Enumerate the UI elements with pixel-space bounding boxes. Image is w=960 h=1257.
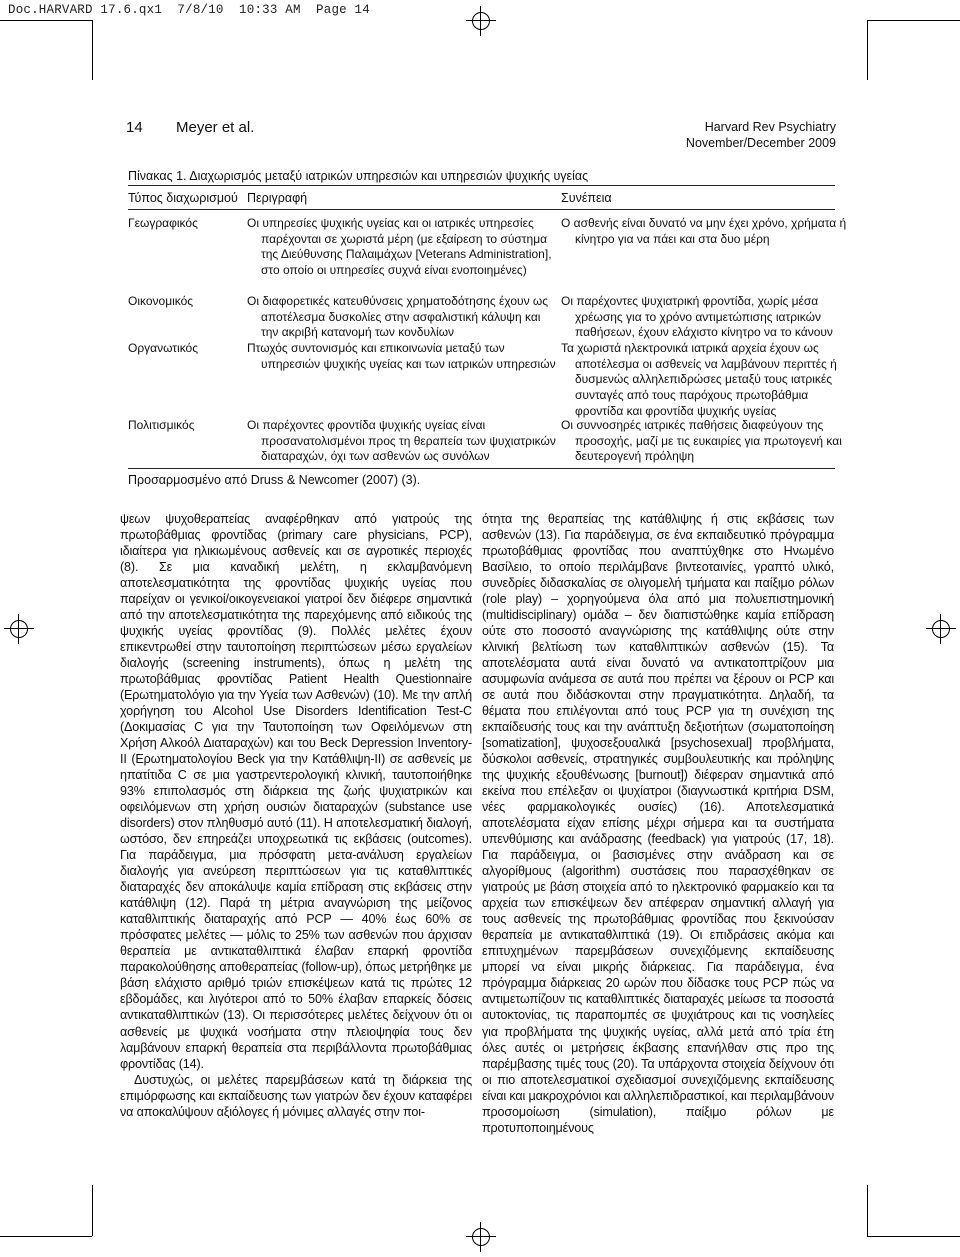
table-rule-bottom [128,468,835,469]
paragraph: Δυστυχώς, οι μελέτες παρεμβάσεων κατά τη διάρκεια της επιμόρφωσης και εκπαίδευσης των γιατρών δεν έχουν καταφέρει να αποκαλύψουν αξιόλογες ή μόνιμες αλλαγές στην ποι- [120,1072,472,1119]
table-cell-description: Πτωχός συντονισμός και επικοινωνία μεταξύ των υπηρεσιών ψυχικής υγείας και των ιατρικών υπηρεσιών [247,341,556,371]
paragraph: ότητα της θεραπείας της κατάθλιψης ή στις εκβάσεις των ασθενών (13). Για παράδειγμα, σε ένα εκπαιδευτικό πρόγραμμα πρωτοβάθμιας φροντίδας που αναπτύχθηκε στο Ηνωμένο Βασίλειο, το οποίο περιλάμβανε βιντεοταινίες, γραπτό υλικό, συνεδρίες διδασκαλίας σε ολιγομελή τμήματα και παίξιμο ρόλων (role play) – χορηγούμενα όλα από μια πολυεπιστημονική (multidisciplinary) ομάδα – δεν διαπιστώθηκε καμία επίδραση ούτε στο ποσοστό αναγνώρισης της κατάθλιψης ούτε στην κλινική βελτίωση των καταθλιπτικών ασθενών (15). Τα αποτελέσματα αυτά είναι δυνατό να αντικατοπτρίζουν μια ασυμφωνία ανάμεσα σε αυτά που πρέπει να ξέρουν οι PCP και σε αυτά που διδάσκονται στην πραγματικότητα. Δηλαδή, τα θέματα που επιλέγονται από τους PCP για τη συνέχιση της εκπαίδευσής τους και την ανάπτυξη δεξιοτήτων (σωματοποίηση [somatization], ψυχοσεξουαλικά [psychosexual] προβλήματα, δύσκολοι ασθενείς, στρατηγικές συμβουλευτικής και πρόληψης της ψυχικής εξουθένωσης [burnout]) διέφεραν σημαντικά από εκείνα που επέλεξαν οι ψυχίατροι (διαγνωστικά κριτήρια DSM, νέες φαρμακολογικές ουσίες) (16). Αποτελεσματικά αποτελέσματα είχαν επίσης μέχρι σήμερα και τα συστήματα υπενθύμισης και ανάδρασης (feedback) για γιατρούς (17, 18). Για παράδειγμα, οι βασισμένες στην ανάδραση και σε αλγορίθμους (algorithm) συστάσεις που παρασχέθηκαν σε γιατρούς με βάση στοιχεία από το ηλεκτρονικό φαρμακείο και τα αρχεία των επισκέψεων δεν απέφεραν σημαντική αλλαγή για τους ασθενείς της πρωτοβάθμιας φροντίδας που ξεκινούσαν θεραπεία με αντικαταθλιπτικά (19). Οι επιδράσεις ακόμα και επιτυχημένων παρεμβάσεων συνεχιζόμενης εκπαίδευσης μπορεί να είναι μικρής διάρκειας. Για παράδειγμα, ένα πρόγραμμα διάρκειας 20 ωρών που δίδασκε τους PCP πώς να αντιμετωπίζουν τις καταθλιπτικές διαταραχές μείωσε τα ποσοστά αυτοκτονίας, τις παραπομπές σε ψυχιάτρους και τις νοσηλείες για προβλήματα της ψυχικής υγείας, αλλά μετά από τρία έτη όλες αυτές οι μετρήσεις έκβασης επανήλθαν στις προ της παρέμβασης τιμές τους (20). Τα υπάρχοντα στοιχεία δείχνουν ότι οι πιο αποτελεσματικοί σχεδιασμοί συνεχιζόμενης εκπαίδευσης είναι και μακροχρόνιοι και αλληλεπιδραστικοί, και περιλαμβάνουν προσομοίωση (simulation), παίξιμο ρόλων με προτυποποιημένους [482,512,834,1135]
running-head-journal [686,120,836,151]
table-cell-consequence: Οι παρέχοντες ψυχιατρική φροντίδα, χωρίς μέσα χρέωσης για το χρόνο αντιμετώπισης ιατρικών παθήσεων, έχουν ελάχιστο κίνητρο να το κάνουν [561,294,833,340]
table-cell-description: Οι παρέχοντες φροντίδα ψυχικής υγείας είναι προσανατολισμένοι προς τη θεραπεία των ψυχιατρικών διαταραχών, όχι των ασθενών ως συνόλων [247,418,556,464]
crop-mark-top-left-v [92,20,93,80]
crop-mark-top-right [867,20,960,21]
table-source-note: Προσαρμοσμένο από Druss & Newcomer (2007) (3). [128,473,421,487]
table-header-type: Τύπος διαχωρισμού [128,191,238,205]
journal-issue: November/December 2009 [685,135,836,150]
table-cell-type: Γεωγραφικός [128,216,198,230]
crop-mark-bottom-left-v [92,1185,93,1236]
table-cell-description: Οι διαφορετικές κατευθύνσεις χρηματοδότησης έχουν ως αποτέλεσμα δυσκολίες στην ασφαλιστική κάλυψη και την ακριβή κατανομή των κονδυλίων [247,294,549,340]
table-title: Πίνακας 1. Διαχωρισμός μεταξύ ιατρικών υπηρεσιών και υπηρεσιών ψυχικής υγείας [128,169,589,183]
journal-name: Harvard Rev Psychiatry [704,120,836,134]
crop-mark-top-left [0,20,92,21]
table-cell-consequence: Οι συννοσηρές ιατρικές παθήσεις διαφεύγουν της προσοχής, μαζί με τις ευκαιρίες για πρωτογενή και δευτερογενή πρόληψη [561,418,842,464]
crop-mark-bottom-right-v [867,1185,868,1236]
body-column-left [120,511,472,1120]
crop-mark-top-right-v [867,20,868,80]
running-head-author: Meyer et al. [176,119,255,136]
registration-mark-bottom [466,1222,496,1252]
table-cell-type: Οικονομικός [128,294,194,308]
page-number: 14 [126,119,143,136]
print-slug: Doc.HARVARD 17.6.qx1 7/8/10 10:33 AM Page 14 [8,3,370,17]
table-cell-consequence: Τα χωριστά ηλεκτρονικά ιατρικά αρχεία έχουν ως αποτέλεσμα οι ασθενείς να λαμβάνουν περιττές ή δυσμενώς αλληλεπιδρώσες μεταξύ τους ιατρικές συνταγές από τους παρόχους πρωτοβάθμια φροντίδα και φροντίδα ψυχικής υγείας [561,341,837,418]
table-cell-consequence: Ο ασθενής είναι δυνατό να μην έχει χρόνο, χρήματα ή κίνητρο για να πάει και στα δυο μέρη [561,216,847,246]
body-column-right [482,511,834,1136]
table-header-description: Περιγραφή [247,191,308,205]
registration-mark-right [926,614,956,644]
table-rule-top [128,185,835,186]
table-header-consequence: Συνέπεια [561,191,612,205]
registration-mark-top [466,6,496,36]
paragraph: ψεων ψυχοθεραπείας αναφέρθηκαν από γιατρούς της πρωτοβάθμιας φροντίδας (primary care physicians, PCP), ιδιαίτερα για ηλικιωμένους ασθενείς και σε αγροτικές περιοχές (8). Σε μια καναδική μελέτη, η εκλαμβανόμενη αποτελεσματικότητα της φροντίδας ψυχικής υγείας που παρείχαν οι γενικοί/οικογενειακοί γιατροί δεν διέφερε σημαντικά από την αποτελεσματικότητα της παρεχόμενης από ειδικούς της ψυχικής υγείας φροντίδας (9). Πολλές μελέτες έχουν επικεντρωθεί στην ταυτοποίηση περιπτώσεων μέσω εργαλείων διαλογής (screening instruments), όπως η μελέτη της πρωτοβάθμιας φροντίδας Patient Health Questionnaire (Ερωτηματολόγιο για την Υγεία των Ασθενών) (10). Με την απλή χορήγηση του Alcohol Use Disorders Identification Test-C (Δοκιμασίας C για την Ταυτοποίηση των Οφειλόμενων στη Χρήση Αλκοόλ Διαταραχών) και του Beck Depression Inventory-II (Ερωτηματολογίου Beck για την Κατάθλιψη-ΙΙ) σε ασθενείς με ηπατίτιδα C σε μια γαστρεντερολογική κλινική, ταυτοποιήθηκε 93% επιπολασμός στη διάρκεια της ζωής ψυχιατρικών και οφειλόμενων στη χρήση ουσιών διαταραχών (substance use disorders) στον πληθυσμό αυτό (11). Η αποτελεσματική διαλογή, ωστόσο, δεν επηρεάζει υποχρεωτικά τις εκβάσεις (outcomes). Για παράδειγμα, μια πρόσφατη μετα-ανάλυση εργαλείων διαλογής για ανεύρεση περιπτώσεων για τις καταθλιπτικές διαταραχές δεν αποκάλυψε καμία επίδραση στις εκβάσεις στην κατάθλιψη (12). Παρά τη μέτρια αναγνώριση της μείζονος καταθλιπτικής διαταραχής από PCP — 40% έως 60% σε πρόσφατες μελέτες — μόλις το 25% των ασθενών που άρχισαν θεραπεία με αντικαταθλιπτικά έλαβαν επαρκή φροντίδα παρακολούθησης αποθεραπείας (follow-up), όπως μετρήθηκε με βάση ελάχιστο αριθμό τριών επισκέψεων κατά τις πρώτες 12 εβδομάδες, και λιγότεροι από το 50% έλαβαν επαρκείς δόσεις αντικαταθλιπτικών (13). Οι περισσότερες μελέτες δείχνουν ότι οι ασθενείς με ψυχικά νοσήματα στην πλειοψηφία τους δεν λαμβάνουν επαρκή θεραπεία στα περιβάλλοντα πρωτοβάθμιας φροντίδας (14). [120,512,472,1071]
table-cell-description: Οι υπηρεσίες ψυχικής υγείας και οι ιατρικές υπηρεσίες παρέχονται σε χωριστά μέρη (με εξαίρεση το σύστημα της Διεύθυνσης Παλαιμάχων [Veterans Administration], στο οποίο οι υπηρεσίες συχνά είναι ενοποιημένες) [247,216,552,278]
table-rule-header [128,209,835,210]
registration-mark-left [4,614,34,644]
table-cell-type: Οργανωτικός [128,341,199,355]
crop-mark-bottom-right [867,1236,960,1237]
crop-mark-bottom-left [0,1236,92,1237]
table-cell-type: Πολιτισμικός [128,418,195,432]
